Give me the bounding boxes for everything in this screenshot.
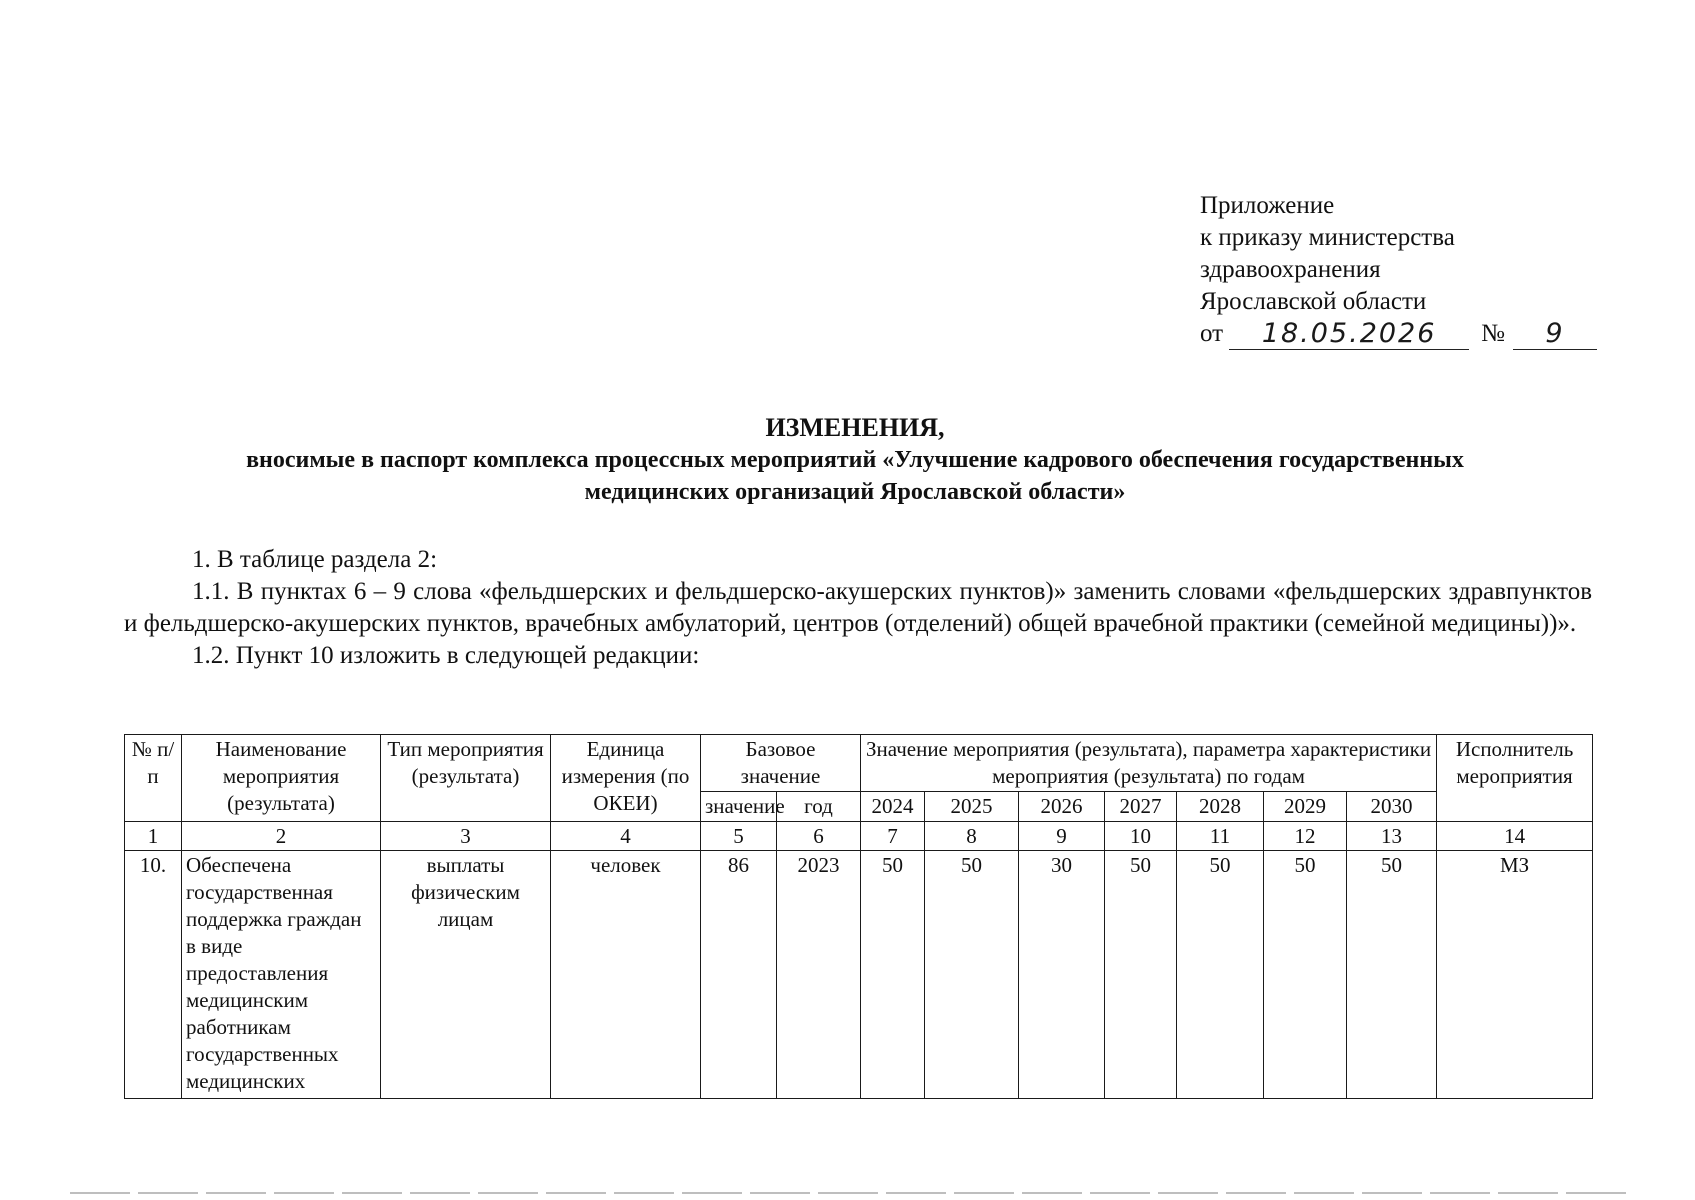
column-number: 1 <box>125 822 182 851</box>
header-year: 2026 <box>1019 792 1105 822</box>
handwritten-number: 9 <box>1513 319 1597 350</box>
row-base-value: 86 <box>701 851 777 1099</box>
header-base-year: год <box>777 792 861 822</box>
row-type: выплаты физическим лицам <box>381 851 551 1099</box>
appendix-line: к приказу министерства <box>1200 224 1455 251</box>
row-base-year: 2023 <box>777 851 861 1099</box>
header-year: 2028 <box>1177 792 1264 822</box>
header-num: № п/п <box>125 735 182 822</box>
title-subtitle-line: медицинских организаций Ярославской области» <box>584 479 1126 505</box>
changes-table <box>124 734 1593 1099</box>
paragraph: 1. В таблице раздела 2: <box>192 546 438 573</box>
number-prefix: № <box>1481 320 1505 347</box>
column-number: 8 <box>925 822 1019 851</box>
column-number: 11 <box>1177 822 1264 851</box>
paragraph: 1.1. В пунктах 6 – 9 слова «фельдшерских и фельдшерско-акушерских пунктов)» заменить словами «фельдшерских здравпунктов и фельдшерско-акушерских пунктов, врачебных амбулаторий, центров (отделений) общей врачебной практики (семейной медицины))». <box>124 578 1592 637</box>
column-number: 14 <box>1437 822 1593 851</box>
header-year: 2024 <box>861 792 925 822</box>
table-row <box>125 851 1593 1099</box>
header-year: 2025 <box>925 792 1019 822</box>
column-number: 7 <box>861 822 925 851</box>
header-base: Базовое значение <box>701 735 861 792</box>
handwritten-date: 18.05.2026 <box>1229 319 1469 350</box>
appendix-block <box>1200 190 1597 350</box>
row-year-value: 50 <box>861 851 925 1099</box>
column-number: 6 <box>777 822 861 851</box>
document-title <box>120 412 1590 508</box>
header-year: 2027 <box>1105 792 1177 822</box>
appendix-line: Ярославской области <box>1200 288 1427 315</box>
column-number: 9 <box>1019 822 1105 851</box>
header-type: Тип мероприятия (результата) <box>381 735 551 822</box>
scan-artifact-line <box>70 1192 1630 1194</box>
row-unit: человек <box>551 851 701 1099</box>
header-name: Наименование мероприятия (результата) <box>182 735 381 822</box>
column-number: 10 <box>1105 822 1177 851</box>
document-body <box>124 544 1592 672</box>
row-year-value: 30 <box>1019 851 1105 1099</box>
header-unit: Единица измерения (по ОКЕИ) <box>551 735 701 822</box>
title-subtitle-line: вносимые в паспорт комплекса процессных мероприятий «Улучшение кадрового обеспечения государственных <box>246 447 1464 473</box>
title-main: ИЗМЕНЕНИЯ, <box>765 413 945 442</box>
row-executor: МЗ <box>1437 851 1593 1099</box>
header-executor: Исполнитель мероприятия <box>1437 735 1593 822</box>
column-number: 13 <box>1347 822 1437 851</box>
column-number: 12 <box>1264 822 1347 851</box>
column-number-row <box>125 822 1593 851</box>
column-number: 2 <box>182 822 381 851</box>
appendix-line: здравоохранения <box>1200 256 1381 283</box>
table-header-row <box>125 735 1593 792</box>
header-values: Значение мероприятия (результата), параметра характеристики мероприятия (результата) по годам <box>861 735 1437 792</box>
column-number: 3 <box>381 822 551 851</box>
header-year: 2029 <box>1264 792 1347 822</box>
appendix-line: Приложение <box>1200 192 1335 219</box>
row-year-value: 50 <box>1347 851 1437 1099</box>
row-year-value: 50 <box>1264 851 1347 1099</box>
appendix-date-row <box>1200 318 1597 350</box>
header-base-value: значение <box>701 792 777 822</box>
column-number: 5 <box>701 822 777 851</box>
row-year-value: 50 <box>925 851 1019 1099</box>
row-year-value: 50 <box>1105 851 1177 1099</box>
paragraph: 1.2. Пункт 10 изложить в следующей редакции: <box>192 642 700 669</box>
header-year: 2030 <box>1347 792 1437 822</box>
column-number: 4 <box>551 822 701 851</box>
row-name: Обеспечена государственная поддержка граждан в виде предоставления медицинским работникам государственных медицинских <box>182 851 381 1099</box>
row-num: 10. <box>125 851 182 1099</box>
row-year-value: 50 <box>1177 851 1264 1099</box>
date-prefix: от <box>1200 320 1224 347</box>
